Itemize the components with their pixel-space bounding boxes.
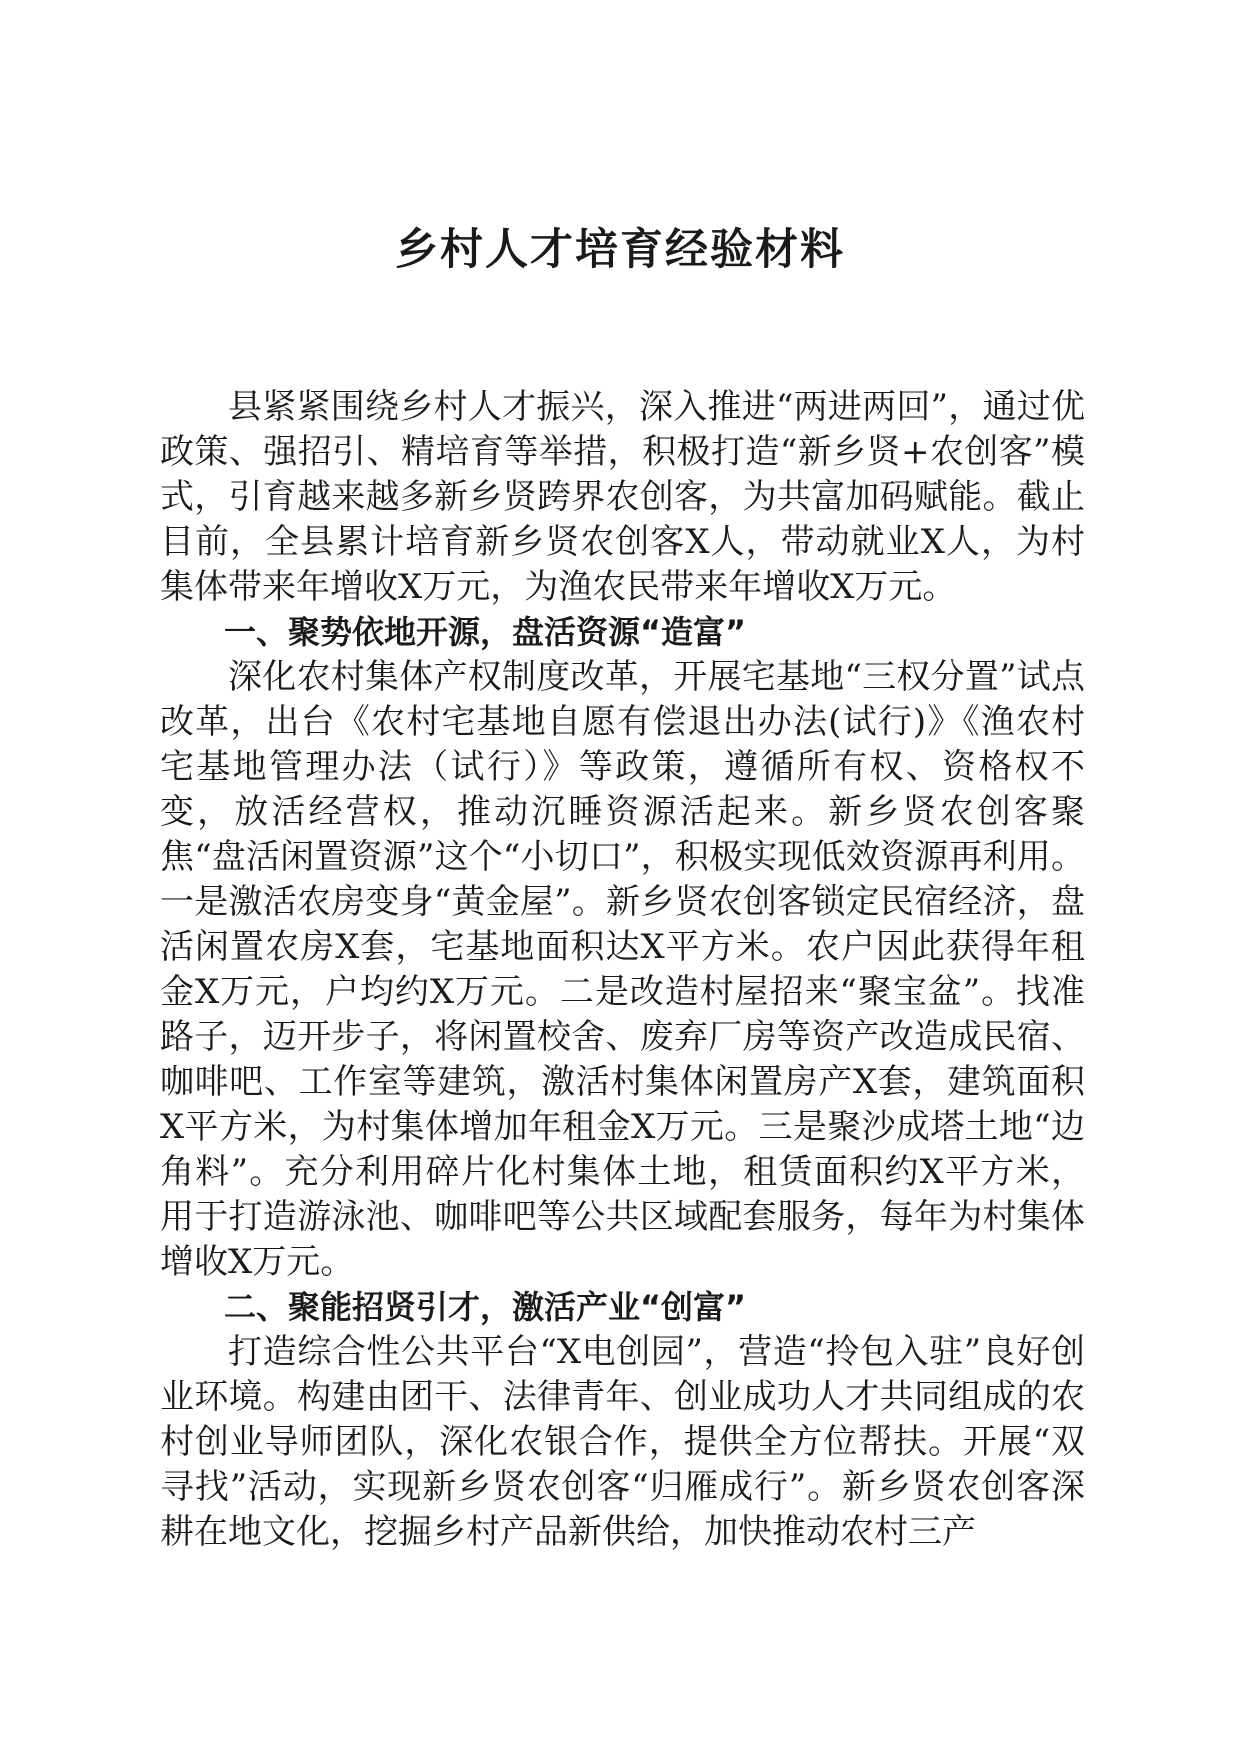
- document-body: [160, 385, 1085, 1555]
- section-1-heading: 一、聚势依地开源，盘活资源“造富”: [224, 613, 747, 651]
- section-2-paragraph: 打造综合性公共平台“X电创园”，营造“拎包入驻”良好创业环境。构建由团干、法律青年、创业成功人才共同组成的农村创业导师团队，深化农银合作，提供全方位帮扶。开展“双寻找”活动，实现新乡贤农创客“归雁成行”。新乡贤农创客深耕在地文化，挖掘乡村产品新供给，加快推动农村三产: [160, 1332, 1085, 1552]
- section-2-heading: 二、聚能招贤引才，激活产业“创富”: [224, 1288, 747, 1326]
- intro-paragraph: 县紧紧围绕乡村人才振兴，深入推进“两进两回”，通过优政策、强招引、精培育等举措，积极打造“新乡贤+农创客”模式，引育越来越多新乡贤跨界农创客，为共富加码赋能。截止目前，全县累计培育新乡贤农创客X人，带动就业X人，为村集体带来年增收X万元，为渔农民带来年增收X万元。: [160, 387, 1085, 607]
- section-1-paragraph: 深化农村集体产权制度改革，开展宅基地“三权分置”试点改革，出台《农村宅基地自愿有偿退出办法(试行)》《渔农村宅基地管理办法（试行）》等政策，遵循所有权、资格权不变，放活经营权，推动沉睡资源活起来。新乡贤农创客聚焦“盘活闲置资源”这个“小切口”，积极实现低效资源再利用。一是激活农房变身“黄金屋”。新乡贤农创客锁定民宿经济，盘活闲置农房X套，宅基地面积达X平方米。农户因此获得年租金X万元，户均约X万元。二是改造村屋招来“聚宝盆”。找准路子，迈开步子，将闲置校舍、废弃厂房等资产改造成民宿、咖啡吧、工作室等建筑，激活村集体闲置房产X套，建筑面积X平方米，为村集体增加年租金X万元。三是聚沙成塔土地“边角料”。充分利用碎片化村集体土地，租赁面积约X平方米，用于打造游泳池、咖啡吧等公共区域配套服务，每年为村集体增收X万元。: [160, 657, 1085, 1282]
- document-title: 乡村人才培育经验材料: [395, 225, 845, 275]
